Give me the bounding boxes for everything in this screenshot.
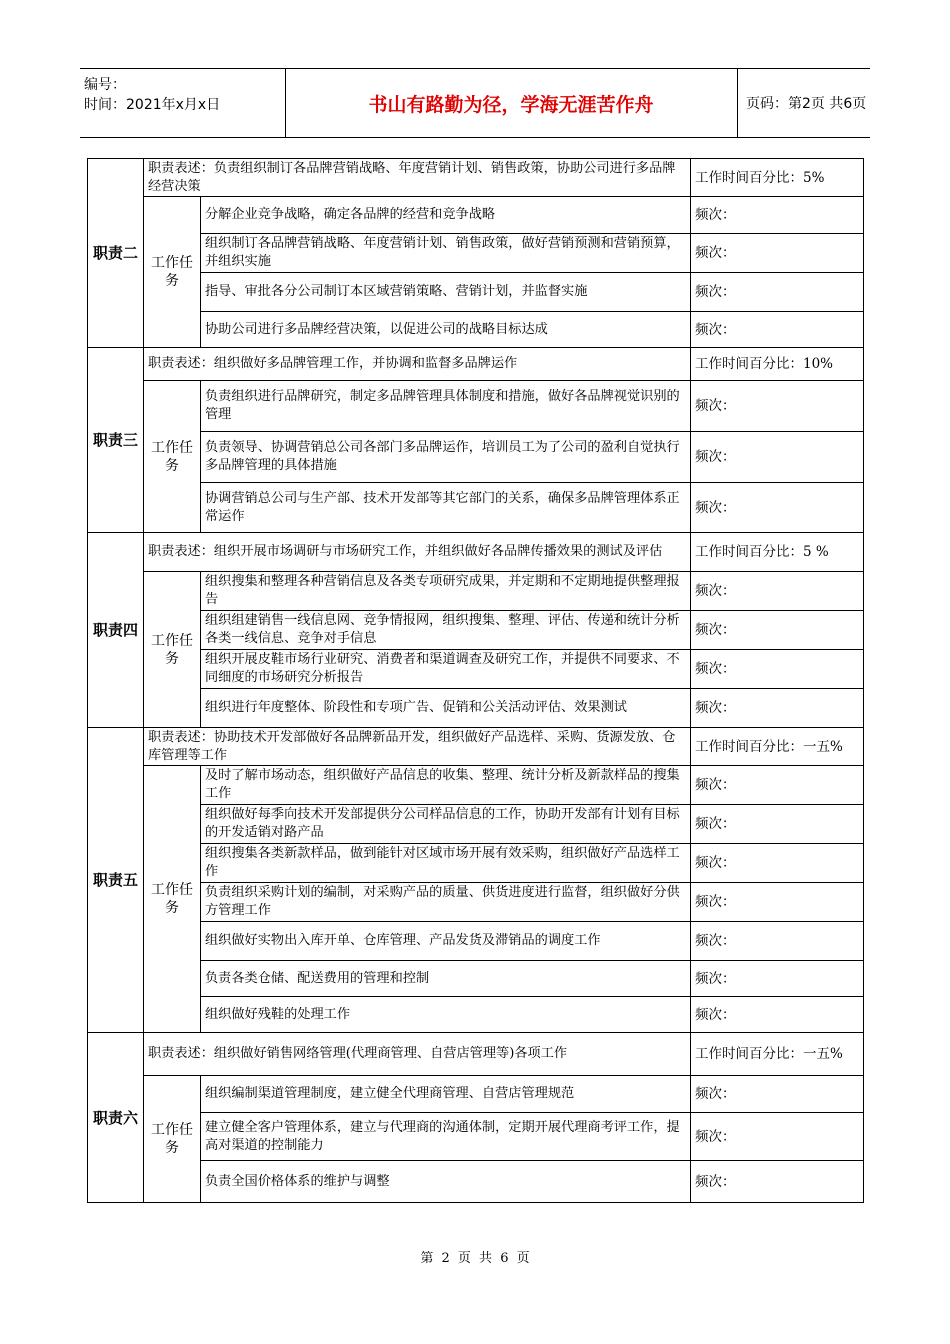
duty-table: [87, 158, 864, 1203]
task-row: [88, 432, 864, 483]
task-row: [88, 650, 864, 689]
task-row: [88, 844, 864, 883]
duty-statement-row: [88, 348, 864, 381]
work-time-percentage: 工作时间百分比：5 %: [691, 533, 864, 572]
task-row: [88, 883, 864, 922]
duty-title: 职责二: [88, 159, 144, 348]
task-row: [88, 234, 864, 273]
task-description: 协助公司进行多品牌经营决策，以促进公司的战略目标达成: [201, 312, 691, 348]
task-label: 工作任务: [144, 572, 201, 728]
document-time-label: 时间：2021年x月x日: [84, 97, 221, 113]
task-description: 及时了解市场动态，组织做好产品信息的收集、整理、统计分析及新款样品的搜集工作: [201, 766, 691, 805]
task-frequency: 频次：: [691, 961, 864, 997]
task-row: [88, 997, 864, 1033]
duty-statement-row: [88, 1033, 864, 1076]
header-divider: [737, 69, 738, 137]
document-number-label: 编号：: [84, 77, 126, 93]
task-frequency: 频次：: [691, 689, 864, 728]
task-row: [88, 1161, 864, 1203]
task-frequency: 频次：: [691, 922, 864, 961]
header-motto: 书山有路勤为径，学海无涯苦作舟: [368, 93, 654, 116]
task-row: [88, 197, 864, 234]
duty-title: 职责五: [88, 728, 144, 1033]
task-description: 建立健全客户管理体系，建立与代理商的沟通体制，定期开展代理商考评工作，提高对渠道的控制能力: [201, 1113, 691, 1161]
task-frequency: 频次：: [691, 611, 864, 650]
task-description: 协调营销总公司与生产部、技术开发部等其它部门的关系，确保多品牌管理体系正常运作: [201, 483, 691, 533]
task-description: 组织做好残鞋的处理工作: [201, 997, 691, 1033]
task-description: 负责全国价格体系的维护与调整: [201, 1161, 691, 1203]
task-frequency: 频次：: [691, 883, 864, 922]
task-frequency: 频次：: [691, 766, 864, 805]
task-row: [88, 611, 864, 650]
task-frequency: 频次：: [691, 273, 864, 312]
task-row: [88, 1113, 864, 1161]
task-row: [88, 312, 864, 348]
task-row: [88, 572, 864, 611]
task-label: 工作任务: [144, 766, 201, 1033]
task-description: 组织搜集和整理各种营销信息及各类专项研究成果，并定期和不定期地提供整理报告: [201, 572, 691, 611]
task-frequency: 频次：: [691, 650, 864, 689]
work-time-percentage: 工作时间百分比：5%: [691, 159, 864, 197]
duty-statement: 职责表述：负责组织制订各品牌营销战略、年度营销计划、销售政策，协助公司进行多品牌经营决策: [144, 159, 691, 197]
task-label: 工作任务: [144, 1076, 201, 1203]
work-time-percentage: 工作时间百分比：10%: [691, 348, 864, 381]
task-label: 工作任务: [144, 197, 201, 348]
task-row: [88, 961, 864, 997]
task-description: 负责组织进行品牌研究，制定多品牌管理具体制度和措施，做好各品牌视觉识别的管理: [201, 381, 691, 432]
work-time-percentage: 工作时间百分比：一五%: [691, 728, 864, 766]
duty-statement: 职责表述：协助技术开发部做好各品牌新品开发，组织做好产品选样、采购、货源发放、仓库管理等工作: [144, 728, 691, 766]
task-description: 组织做好实物出入库开单、仓库管理、产品发货及滞销品的调度工作: [201, 922, 691, 961]
duty-title: 职责六: [88, 1033, 144, 1203]
task-description: 负责领导、协调营销总公司各部门多品牌运作，培训员工为了公司的盈利自觉执行多品牌管理的具体措施: [201, 432, 691, 483]
task-frequency: 频次：: [691, 805, 864, 844]
duty-statement: 职责表述：组织做好多品牌管理工作，并协调和监督多品牌运作: [144, 348, 691, 381]
task-description: 组织开展皮鞋市场行业研究、消费者和渠道调查及研究工作，并提供不同要求、不同细度的市场研究分析报告: [201, 650, 691, 689]
task-row: [88, 689, 864, 728]
duty-statement-row: [88, 728, 864, 766]
task-description: 负责各类仓储、配送费用的管理和控制: [201, 961, 691, 997]
duty-statement: 职责表述：组织做好销售网络管理(代理商管理、自营店管理等)各项工作: [144, 1033, 691, 1076]
task-frequency: 频次：: [691, 1161, 864, 1203]
task-row: [88, 381, 864, 432]
work-time-percentage: 工作时间百分比：一五%: [691, 1033, 864, 1076]
header-page-number: 页码：第2页 共6页: [746, 96, 867, 112]
task-frequency: 频次：: [691, 1113, 864, 1161]
task-description: 组织制订各品牌营销战略、年度营销计划、销售政策，做好营销预测和营销预算，并组织实施: [201, 234, 691, 273]
task-frequency: 频次：: [691, 997, 864, 1033]
task-label: 工作任务: [144, 381, 201, 533]
header-meta: [84, 69, 284, 143]
task-frequency: 频次：: [691, 381, 864, 432]
task-description: 组织搜集各类新款样品，做到能针对区域市场开展有效采购，组织做好产品选样工作: [201, 844, 691, 883]
task-description: 指导、审批各分公司制订本区域营销策略、营销计划，并监督实施: [201, 273, 691, 312]
duty-statement-row: [88, 159, 864, 197]
task-frequency: 频次：: [691, 844, 864, 883]
duty-title: 职责三: [88, 348, 144, 533]
task-row: [88, 1076, 864, 1113]
duty-title: 职责四: [88, 533, 144, 728]
task-frequency: 频次：: [691, 432, 864, 483]
task-description: 组织编制渠道管理制度，建立健全代理商管理、自营店管理规范: [201, 1076, 691, 1113]
duty-statement: 职责表述：组织开展市场调研与市场研究工作，并组织做好各品牌传播效果的测试及评估: [144, 533, 691, 572]
task-description: 负责组织采购计划的编制，对采购产品的质量、供货进度进行监督，组织做好分供方管理工作: [201, 883, 691, 922]
task-frequency: 频次：: [691, 483, 864, 533]
task-frequency: 频次：: [691, 197, 864, 234]
task-frequency: 频次：: [691, 312, 864, 348]
task-frequency: 频次：: [691, 572, 864, 611]
page-header: [80, 68, 870, 138]
duty-statement-row: [88, 533, 864, 572]
task-description: 组织做好每季向技术开发部提供分公司样品信息的工作，协助开发部有计划有目标的开发适销对路产品: [201, 805, 691, 844]
task-description: 组织进行年度整体、阶段性和专项广告、促销和公关活动评估、效果测试: [201, 689, 691, 728]
task-row: [88, 766, 864, 805]
task-row: [88, 483, 864, 533]
task-row: [88, 273, 864, 312]
task-row: [88, 805, 864, 844]
page-footer: 第 2 页 共 6 页: [420, 1251, 530, 1266]
task-row: [88, 922, 864, 961]
task-frequency: 频次：: [691, 234, 864, 273]
task-frequency: 频次：: [691, 1076, 864, 1113]
task-description: 组织组建销售一线信息网、竞争情报网，组织搜集、整理、评估、传递和统计分析各类一线信息、竞争对手信息: [201, 611, 691, 650]
task-description: 分解企业竞争战略，确定各品牌的经营和竞争战略: [201, 197, 691, 234]
